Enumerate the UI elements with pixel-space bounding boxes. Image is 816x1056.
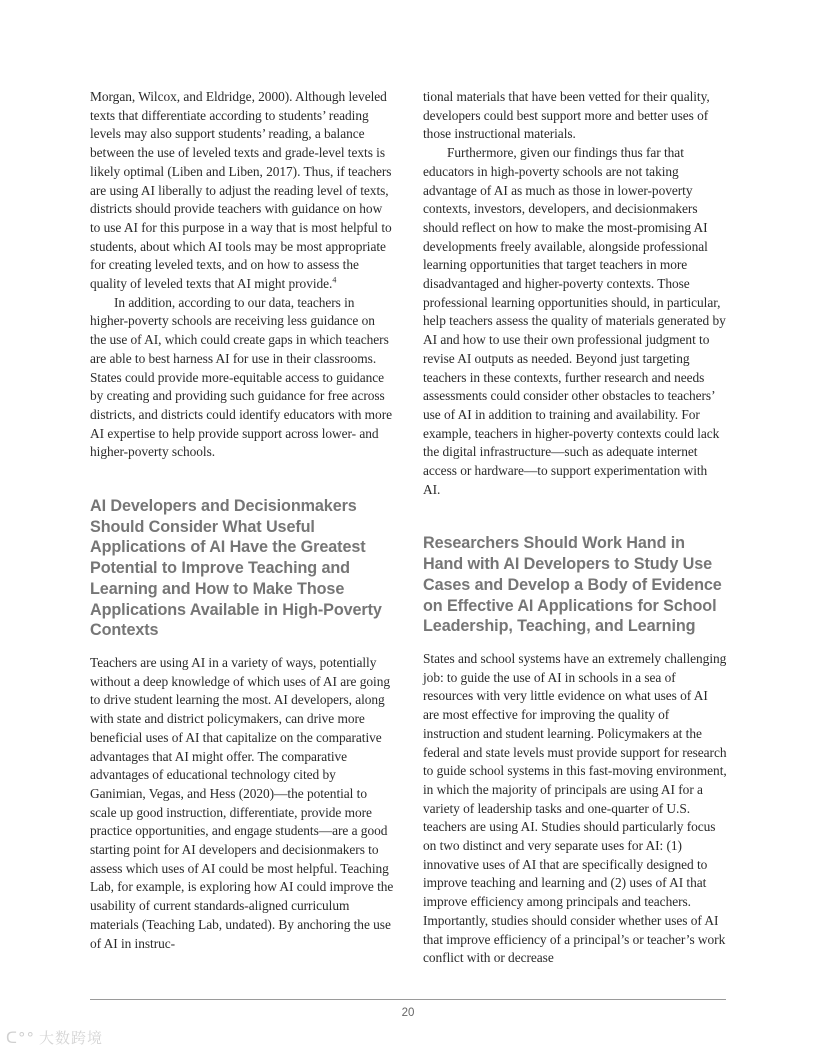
watermark — [6, 1027, 103, 1048]
footnote-marker[interactable]: 4 — [332, 275, 337, 285]
paragraph-guidance-gaps: In addition, according to our data, teachers in higher-poverty schools are receiving less guidance on the use of AI, which could create gaps in which teachers are able to best harness AI for use in their classrooms. States could provide more-equitable access to guidance by creating and providing such guidance for free across districts, and districts could identify educators with more AI expertise to help provide support across lower- and higher-poverty schools. — [90, 294, 392, 460]
watermark-text: 大数跨境 — [38, 1029, 103, 1047]
page-number: 20 — [401, 1007, 415, 1019]
right-column — [423, 88, 727, 968]
paragraph-high-poverty-schools: Furthermore, given our findings thus far that educators in high-poverty schools are not taking advantage of AI as much as those in lower-poverty contexts, investors, developers, and decisionmakers should reflect on how to make the most-promising AI developments freely available, alongside professional learning opportunities that target teachers in more disadvantaged and higher-poverty contexts. Those professional learning opportunities should, in particular, help teachers assess the quality of materials generated by AI and how to use their own professional judgment to revise AI outputs as needed. Beyond just targeting teachers in these contexts, further research and needs assessments could consider other obstacles to teachers’ use of AI in addition to training and availability. For example, teachers in higher-poverty contexts could lack the digital infrastructure—such as adequate internet access or hardware—to support experimentation with AI. — [423, 145, 726, 497]
section-heading-researchers: Researchers Should Work Hand in Hand with AI Developers to Study Use Cases and Develop a Body of Evidence on Effective AI Applications for School Leadership, Teaching, and Learning — [423, 534, 722, 636]
section-heading-ai-developers: AI Developers and Decisionmakers Should Consider What Useful Applications of AI Have the Greatest Potential to Improve Teaching and Learning and How to Make Those Applications Available in High-Poverty Contexts — [90, 497, 382, 640]
paragraph-instructional-materials: tional materials that have been vetted for their quality, developers could best support more and better uses of those instructional materials. — [423, 89, 710, 142]
paragraph-leveled-texts — [90, 88, 394, 294]
paragraph-states-school-systems: States and school systems have an extremely challenging job: to guide the use of AI in schools in a sea of resources with very little evidence on what uses of AI are most effective for improving the quality of instruction and student learning. Policymakers at the federal and state levels must provide support for research to guide school systems in this fast-moving environment, in which the majority of principals are using AI for a variety of leadership tasks and one-quarter of U.S. teachers are using AI. Studies should particularly focus on two distinct and very separate uses for AI: (1) innovative uses of AI that are specifically designed to improve teaching and learning and (2) uses of AI that improve efficiency among principals and teachers. Importantly, studies should consider whether uses of AI that improve efficiency of a principal’s or teacher’s work conflict with or decrease — [423, 650, 727, 966]
left-column — [90, 88, 394, 953]
watermark-logo-icon: ᑕ°° — [6, 1028, 35, 1047]
paragraph-teachers-using-ai: Teachers are using AI in a variety of ways, potentially without a deep knowledge of which uses of AI are going to drive student learning the most. AI developers, along with state and district policymakers, can drive more beneficial uses of AI that capitalize on the comparative advantages that AI might offer. The comparative advantages of educational technology cited by Ganimian, Vegas, and Hess (2020)—the potential to scale up good instruction, differentiate, provide more practice opportunities, and engage students—are a good starting point for AI developers and decisionmakers to assess which uses of AI could be most helpful. Teaching Lab, for example, is exploring how AI could improve the usability of current standards-aligned curriculum materials (Teaching Lab, undated). By anchoring the use of AI in instruc- — [90, 654, 394, 951]
paragraph-text: Morgan, Wilcox, and Eldridge, 2000). Although leveled texts that differentiate according to students’ reading levels may also support students’ reading, a balance between the use of leveled texts and grade-level texts is likely optimal (Liben and Liben, 2017). Thus, if teachers are using AI liberally to adjust the reading level of texts, districts should provide teachers with guidance on how to use AI for this purpose in a way that is most helpful to students, about which AI tools may be most appropriate for creating leveled texts, and on how to assess the quality of leveled texts that AI might provide. — [90, 89, 392, 292]
footer-rule — [90, 999, 726, 1000]
